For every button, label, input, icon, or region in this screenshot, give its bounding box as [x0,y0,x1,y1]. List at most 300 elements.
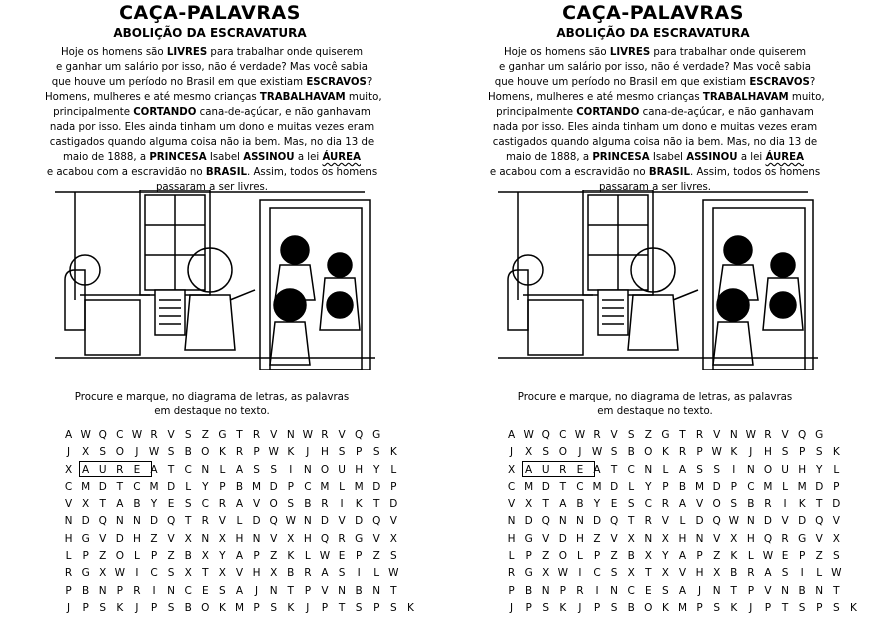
grid-letter[interactable]: N [644,463,653,476]
grid-letter[interactable]: J [135,601,139,614]
grid-letter[interactable]: Q [712,515,721,528]
grid-letter[interactable]: T [390,584,397,597]
grid-letter[interactable]: L [65,550,72,563]
grid-letter[interactable]: M [354,480,364,493]
grid-letter[interactable]: P [355,550,363,563]
grid-letter[interactable]: K [287,601,295,614]
grid-letter[interactable]: Z [150,532,158,545]
grid-letter[interactable]: J [578,446,582,459]
grid-letter[interactable]: V [270,532,278,545]
grid-letter[interactable]: N [252,532,261,545]
grid-letter[interactable]: W [285,515,296,528]
grid-letter[interactable]: V [99,532,107,545]
grid-letter[interactable]: M [81,480,91,493]
grid-letter[interactable]: J [255,584,259,597]
grid-letter[interactable]: Z [815,550,823,563]
grid-letter[interactable]: X [184,567,192,580]
grid-letter[interactable]: X [832,532,840,545]
grid-letter[interactable]: H [132,532,141,545]
grid-letter[interactable]: Z [542,550,550,563]
grid-letter[interactable]: X [661,532,669,545]
grid-letter[interactable]: S [270,601,277,614]
grid-letter[interactable]: C [627,584,635,597]
grid-letter[interactable]: S [627,429,635,441]
grid-letter[interactable]: B [678,480,687,493]
grid-letter[interactable]: N [695,532,704,545]
grid-letter[interactable]: S [389,550,397,563]
grid-letter[interactable]: S [610,567,618,580]
grid-letter[interactable]: W [148,446,160,459]
grid-letter[interactable]: O [712,498,721,511]
grid-letter[interactable]: V [542,532,550,545]
grid-letter[interactable]: Q [541,515,550,528]
grid-letter[interactable]: U [781,463,789,476]
grid-letter[interactable]: M [252,480,262,493]
grid-letter[interactable]: S [184,429,192,441]
grid-letter[interactable]: W [574,429,586,441]
grid-letter[interactable]: R [235,446,244,459]
grid-letter[interactable]: J [306,601,310,614]
grid-letter[interactable]: G [218,429,227,441]
grid-letter[interactable]: V [321,584,329,597]
grid-letter[interactable]: B [235,480,244,493]
grid-letter[interactable]: P [65,584,72,597]
grid-letter[interactable]: R [116,463,124,476]
grid-letter[interactable]: O [763,463,773,476]
grid-letter[interactable]: Z [593,532,601,545]
grid-letter[interactable]: P [373,601,380,614]
grid-letter[interactable]: P [82,601,89,614]
grid-letter[interactable]: K [730,550,738,563]
grid-letter[interactable]: L [747,550,754,563]
grid-letter[interactable]: X [287,532,295,545]
grid-letter[interactable]: C [201,498,209,511]
grid-letter[interactable]: N [712,584,721,597]
grid-letter[interactable]: P [696,550,703,563]
grid-letter[interactable]: R [64,567,73,580]
grid-letter[interactable]: K [730,446,738,459]
grid-letter[interactable]: H [507,532,516,545]
grid-letter[interactable]: N [132,515,141,528]
grid-letter[interactable]: R [321,498,329,511]
grid-letter[interactable]: S [832,601,840,614]
grid-letter[interactable]: V [713,429,721,441]
grid-letter[interactable]: E [576,463,584,476]
grid-letter[interactable]: W [711,446,722,459]
grid-letter[interactable]: Y [202,480,209,493]
grid-letter[interactable]: A [235,550,244,563]
grid-letter[interactable]: W [831,567,842,580]
grid-letter[interactable]: N [303,463,312,476]
grid-letter[interactable]: H [798,463,807,476]
grid-letter[interactable]: A [678,584,687,597]
grid-letter[interactable]: Z [167,550,175,563]
grid-letter[interactable]: A [507,429,516,441]
grid-letter[interactable]: T [236,429,243,441]
grid-letter[interactable]: V [338,515,346,528]
grid-letter[interactable]: Q [609,515,619,528]
grid-letter[interactable]: K [798,498,806,511]
grid-letter[interactable]: S [713,463,720,476]
grid-letter[interactable]: N [558,515,567,528]
grid-letter[interactable]: S [219,584,226,597]
grid-letter[interactable]: V [781,429,789,441]
grid-letter[interactable]: X [218,567,226,580]
grid-letter[interactable]: W [268,446,279,459]
grid-letter[interactable]: Y [662,550,669,563]
grid-letter[interactable]: A [235,498,244,511]
grid-letter[interactable]: X [713,567,721,580]
grid-letter[interactable]: S [99,601,107,614]
grid-letter[interactable]: R [338,532,346,545]
grid-letter[interactable]: B [304,498,312,511]
grid-letter[interactable]: J [66,446,71,459]
grid-letter[interactable]: S [713,601,720,614]
grid-letter[interactable]: S [798,601,806,614]
grid-letter[interactable]: D [372,480,381,493]
grid-letter[interactable]: L [576,550,583,563]
grid-letter[interactable]: V [610,532,618,545]
grid-letter[interactable]: M [320,480,330,493]
grid-letter[interactable]: N [729,429,738,441]
grid-letter[interactable]: Q [98,515,107,528]
grid-letter[interactable]: J [135,446,139,459]
grid-letter[interactable]: T [167,463,175,476]
grid-letter[interactable]: P [150,601,158,614]
grid-letter[interactable]: M [234,601,245,614]
grid-letter[interactable]: X [389,532,397,545]
grid-letter[interactable]: I [578,567,582,580]
grid-letter[interactable]: O [115,446,124,459]
grid-letter[interactable]: V [167,532,175,545]
grid-letter[interactable]: W [388,567,399,580]
grid-letter[interactable]: E [167,498,175,511]
grid-letter[interactable]: S [730,498,738,511]
grid-letter[interactable]: A [593,463,601,476]
grid-letter[interactable]: N [201,463,210,476]
grid-letter[interactable]: M [695,480,705,493]
grid-letter[interactable]: Y [150,498,158,511]
grid-letter[interactable]: P [253,550,260,563]
grid-letter[interactable]: P [287,480,294,493]
grid-letter[interactable]: R [661,498,670,511]
grid-letter[interactable]: S [338,446,346,459]
grid-letter[interactable]: K [559,601,567,614]
grid-letter[interactable]: K [218,601,226,614]
grid-letter[interactable]: I [783,498,787,511]
grid-letter[interactable]: I [800,567,804,580]
grid-letter[interactable]: A [116,498,124,511]
grid-letter[interactable]: E [644,584,652,597]
grid-letter[interactable]: N [338,584,346,597]
grid-letter[interactable]: Y [593,498,601,511]
grid-letter[interactable]: P [747,584,755,597]
grid-letter[interactable]: V [252,498,261,511]
grid-letter[interactable]: D [815,480,824,493]
grid-letter[interactable]: N [167,584,176,597]
grid-letter[interactable]: V [695,498,704,511]
grid-letter[interactable]: E [610,498,618,511]
grid-letter[interactable]: J [749,601,753,614]
word-search-grid[interactable] [503,427,862,617]
grid-letter[interactable]: Z [372,550,380,563]
grid-letter[interactable]: T [610,463,618,476]
grid-letter[interactable]: V [338,429,346,441]
grid-letter[interactable]: N [507,515,516,528]
grid-letter[interactable]: H [678,532,687,545]
grid-letter[interactable]: G [661,429,670,441]
grid-letter[interactable]: S [270,463,277,476]
grid-letter[interactable]: C [184,463,192,476]
grid-letter[interactable]: X [627,532,635,545]
grid-letter[interactable]: K [661,601,669,614]
grid-letter[interactable]: S [355,601,363,614]
grid-letter[interactable]: L [339,480,345,493]
grid-letter[interactable]: C [593,567,601,580]
grid-letter[interactable]: U [541,463,550,476]
grid-letter[interactable]: T [338,601,346,614]
grid-letter[interactable]: W [114,567,126,580]
grid-letter[interactable]: B [730,567,738,580]
grid-letter[interactable]: S [542,601,550,614]
grid-letter[interactable]: N [746,515,755,528]
grid-letter[interactable]: W [591,446,603,459]
grid-letter[interactable]: D [798,515,807,528]
grid-letter[interactable]: N [575,515,584,528]
grid-letter[interactable]: K [832,446,840,459]
grid-letter[interactable]: T [730,584,737,597]
grid-letter[interactable]: T [781,601,789,614]
grid-letter[interactable]: G [524,567,533,580]
grid-letter[interactable]: Q [166,515,176,528]
grid-letter[interactable]: R [781,532,789,545]
grid-letter[interactable]: N [64,515,73,528]
grid-letter[interactable]: I [152,584,156,597]
grid-letter[interactable]: Q [815,515,824,528]
grid-letter[interactable]: J [698,584,702,597]
grid-letter[interactable]: H [235,532,244,545]
grid-letter[interactable]: R [133,584,141,597]
grid-letter[interactable]: Q [320,532,330,545]
grid-letter[interactable]: T [542,498,549,511]
grid-letter[interactable]: V [235,567,244,580]
grid-letter[interactable]: X [644,550,652,563]
grid-letter[interactable]: S [662,584,669,597]
grid-letter[interactable]: Z [99,550,107,563]
grid-letter[interactable]: M [677,601,688,614]
grid-letter[interactable]: Y [373,463,380,476]
grid-letter[interactable]: A [235,584,244,597]
grid-letter[interactable]: Z [713,550,721,563]
grid-letter[interactable]: V [167,429,175,441]
grid-letter[interactable]: X [507,463,516,476]
grid-letter[interactable]: R [321,429,329,441]
grid-letter[interactable]: M [149,480,159,493]
grid-letter[interactable]: R [507,567,516,580]
grid-letter[interactable]: D [115,532,124,545]
grid-letter[interactable]: U [338,463,346,476]
grid-letter[interactable]: W [762,550,774,563]
grid-letter[interactable]: P [508,584,515,597]
grid-letter[interactable]: W [80,429,91,441]
grid-letter[interactable]: Q [269,515,278,528]
grid-letter[interactable]: P [525,601,532,614]
grid-letter[interactable]: S [338,567,346,580]
grid-letter[interactable]: W [745,429,757,441]
grid-letter[interactable]: R [559,463,567,476]
grid-letter[interactable]: X [201,550,209,563]
grid-letter[interactable]: K [849,601,857,614]
grid-letter[interactable]: X [82,498,90,511]
grid-letter[interactable]: N [644,532,653,545]
grid-letter[interactable]: N [269,584,278,597]
grid-letter[interactable]: X [525,498,533,511]
grid-letter[interactable]: W [728,515,739,528]
grid-letter[interactable]: T [202,567,209,580]
grid-letter[interactable]: X [525,446,533,459]
grid-letter[interactable]: T [833,584,840,597]
grid-letter[interactable]: B [747,498,755,511]
grid-letter[interactable]: V [507,498,516,511]
grid-letter[interactable]: S [253,463,260,476]
grid-letter[interactable]: N [372,584,381,597]
grid-letter[interactable]: S [781,446,789,459]
grid-letter[interactable]: C [64,480,73,493]
grid-letter[interactable]: I [289,463,293,476]
grid-letter[interactable]: B [627,601,635,614]
grid-letter[interactable]: S [167,446,175,459]
grid-letter[interactable]: G [524,532,533,545]
grid-letter[interactable]: K [661,446,669,459]
grid-letter[interactable]: L [185,480,192,493]
grid-letter[interactable]: C [507,480,516,493]
grid-letter[interactable]: C [150,567,158,580]
grid-letter[interactable]: D [98,480,107,493]
grid-letter[interactable]: Q [355,429,364,441]
grid-letter[interactable]: V [64,498,73,511]
grid-letter[interactable]: R [218,498,227,511]
grid-letter[interactable]: S [184,498,192,511]
grid-letter[interactable]: W [131,429,143,441]
grid-letter[interactable]: V [610,429,618,441]
grid-letter[interactable]: N [98,584,107,597]
grid-letter[interactable]: B [184,601,192,614]
grid-letter[interactable]: S [781,567,789,580]
grid-letter[interactable]: V [764,584,772,597]
grid-letter[interactable]: E [781,550,789,563]
grid-letter[interactable]: K [730,601,738,614]
grid-letter[interactable]: H [321,446,329,459]
grid-letter[interactable]: O [644,601,653,614]
grid-letter[interactable]: G [815,429,824,441]
grid-letter[interactable]: Y [645,480,652,493]
grid-letter[interactable]: P [798,446,806,459]
grid-letter[interactable]: S [372,446,380,459]
grid-letter[interactable]: E [201,584,209,597]
grid-letter[interactable]: V [389,515,397,528]
grid-letter[interactable]: M [763,480,773,493]
grid-letter[interactable]: G [798,532,807,545]
grid-letter[interactable]: Z [644,429,652,441]
grid-letter[interactable]: Y [219,550,226,563]
grid-letter[interactable]: L [304,550,311,563]
grid-letter[interactable]: A [82,463,90,476]
grid-letter[interactable]: X [99,567,107,580]
grid-letter[interactable]: A [559,498,567,511]
grid-letter[interactable]: W [523,429,534,441]
grid-letter[interactable]: S [99,446,107,459]
grid-letter[interactable]: J [509,446,514,459]
grid-letter[interactable]: H [64,532,73,545]
grid-letter[interactable]: P [696,601,703,614]
grid-letter[interactable]: P [696,446,703,459]
grid-letter[interactable]: J [509,601,514,614]
grid-letter[interactable]: Q [798,429,807,441]
grid-letter[interactable]: O [320,463,330,476]
grid-letter[interactable]: P [321,601,329,614]
grid-letter[interactable]: S [610,601,618,614]
grid-letter[interactable]: A [764,567,772,580]
grid-letter[interactable]: X [270,567,278,580]
grid-letter[interactable]: V [661,515,669,528]
grid-letter[interactable]: G [355,532,364,545]
grid-letter[interactable]: B [627,446,635,459]
grid-letter[interactable]: X [218,532,226,545]
grid-letter[interactable]: D [763,515,772,528]
grid-letter[interactable]: P [593,550,601,563]
grid-letter[interactable]: P [390,480,397,493]
grid-letter[interactable]: C [116,429,124,441]
grid-letter[interactable]: N [115,515,124,528]
grid-letter[interactable]: A [150,463,158,476]
grid-letter[interactable]: O [201,601,210,614]
grid-letter[interactable]: Q [372,515,381,528]
grid-letter[interactable]: B [355,584,363,597]
grid-letter[interactable]: S [610,446,618,459]
grid-letter[interactable]: C [644,498,652,511]
grid-letter[interactable]: D [355,515,364,528]
grid-letter[interactable]: R [764,498,772,511]
grid-letter[interactable]: M [592,480,602,493]
grid-letter[interactable]: L [219,463,226,476]
grid-letter[interactable]: Z [270,550,278,563]
grid-letter[interactable]: D [320,515,329,528]
grid-letter[interactable]: R [150,429,158,441]
grid-letter[interactable]: C [747,480,755,493]
grid-letter[interactable]: K [287,550,295,563]
grid-letter[interactable]: P [559,584,566,597]
grid-letter[interactable]: P [219,480,226,493]
grid-letter[interactable]: D [524,515,533,528]
grid-letter[interactable]: O [644,446,653,459]
grid-letter[interactable]: X [661,567,669,580]
grid-letter[interactable]: X [627,567,635,580]
grid-letter[interactable]: Q [541,429,550,441]
grid-letter[interactable]: K [355,498,363,511]
grid-letter[interactable]: L [390,463,397,476]
grid-letter[interactable]: P [355,446,363,459]
grid-letter[interactable]: M [797,480,807,493]
grid-letter[interactable]: T [287,584,294,597]
grid-letter[interactable]: S [542,446,550,459]
grid-letter[interactable]: B [184,550,192,563]
grid-letter[interactable]: B [82,584,90,597]
grid-letter[interactable]: A [64,429,73,441]
grid-letter[interactable]: B [576,498,584,511]
grid-letter[interactable]: R [593,429,601,441]
grid-letter[interactable]: A [678,498,687,511]
grid-letter[interactable]: I [357,567,361,580]
